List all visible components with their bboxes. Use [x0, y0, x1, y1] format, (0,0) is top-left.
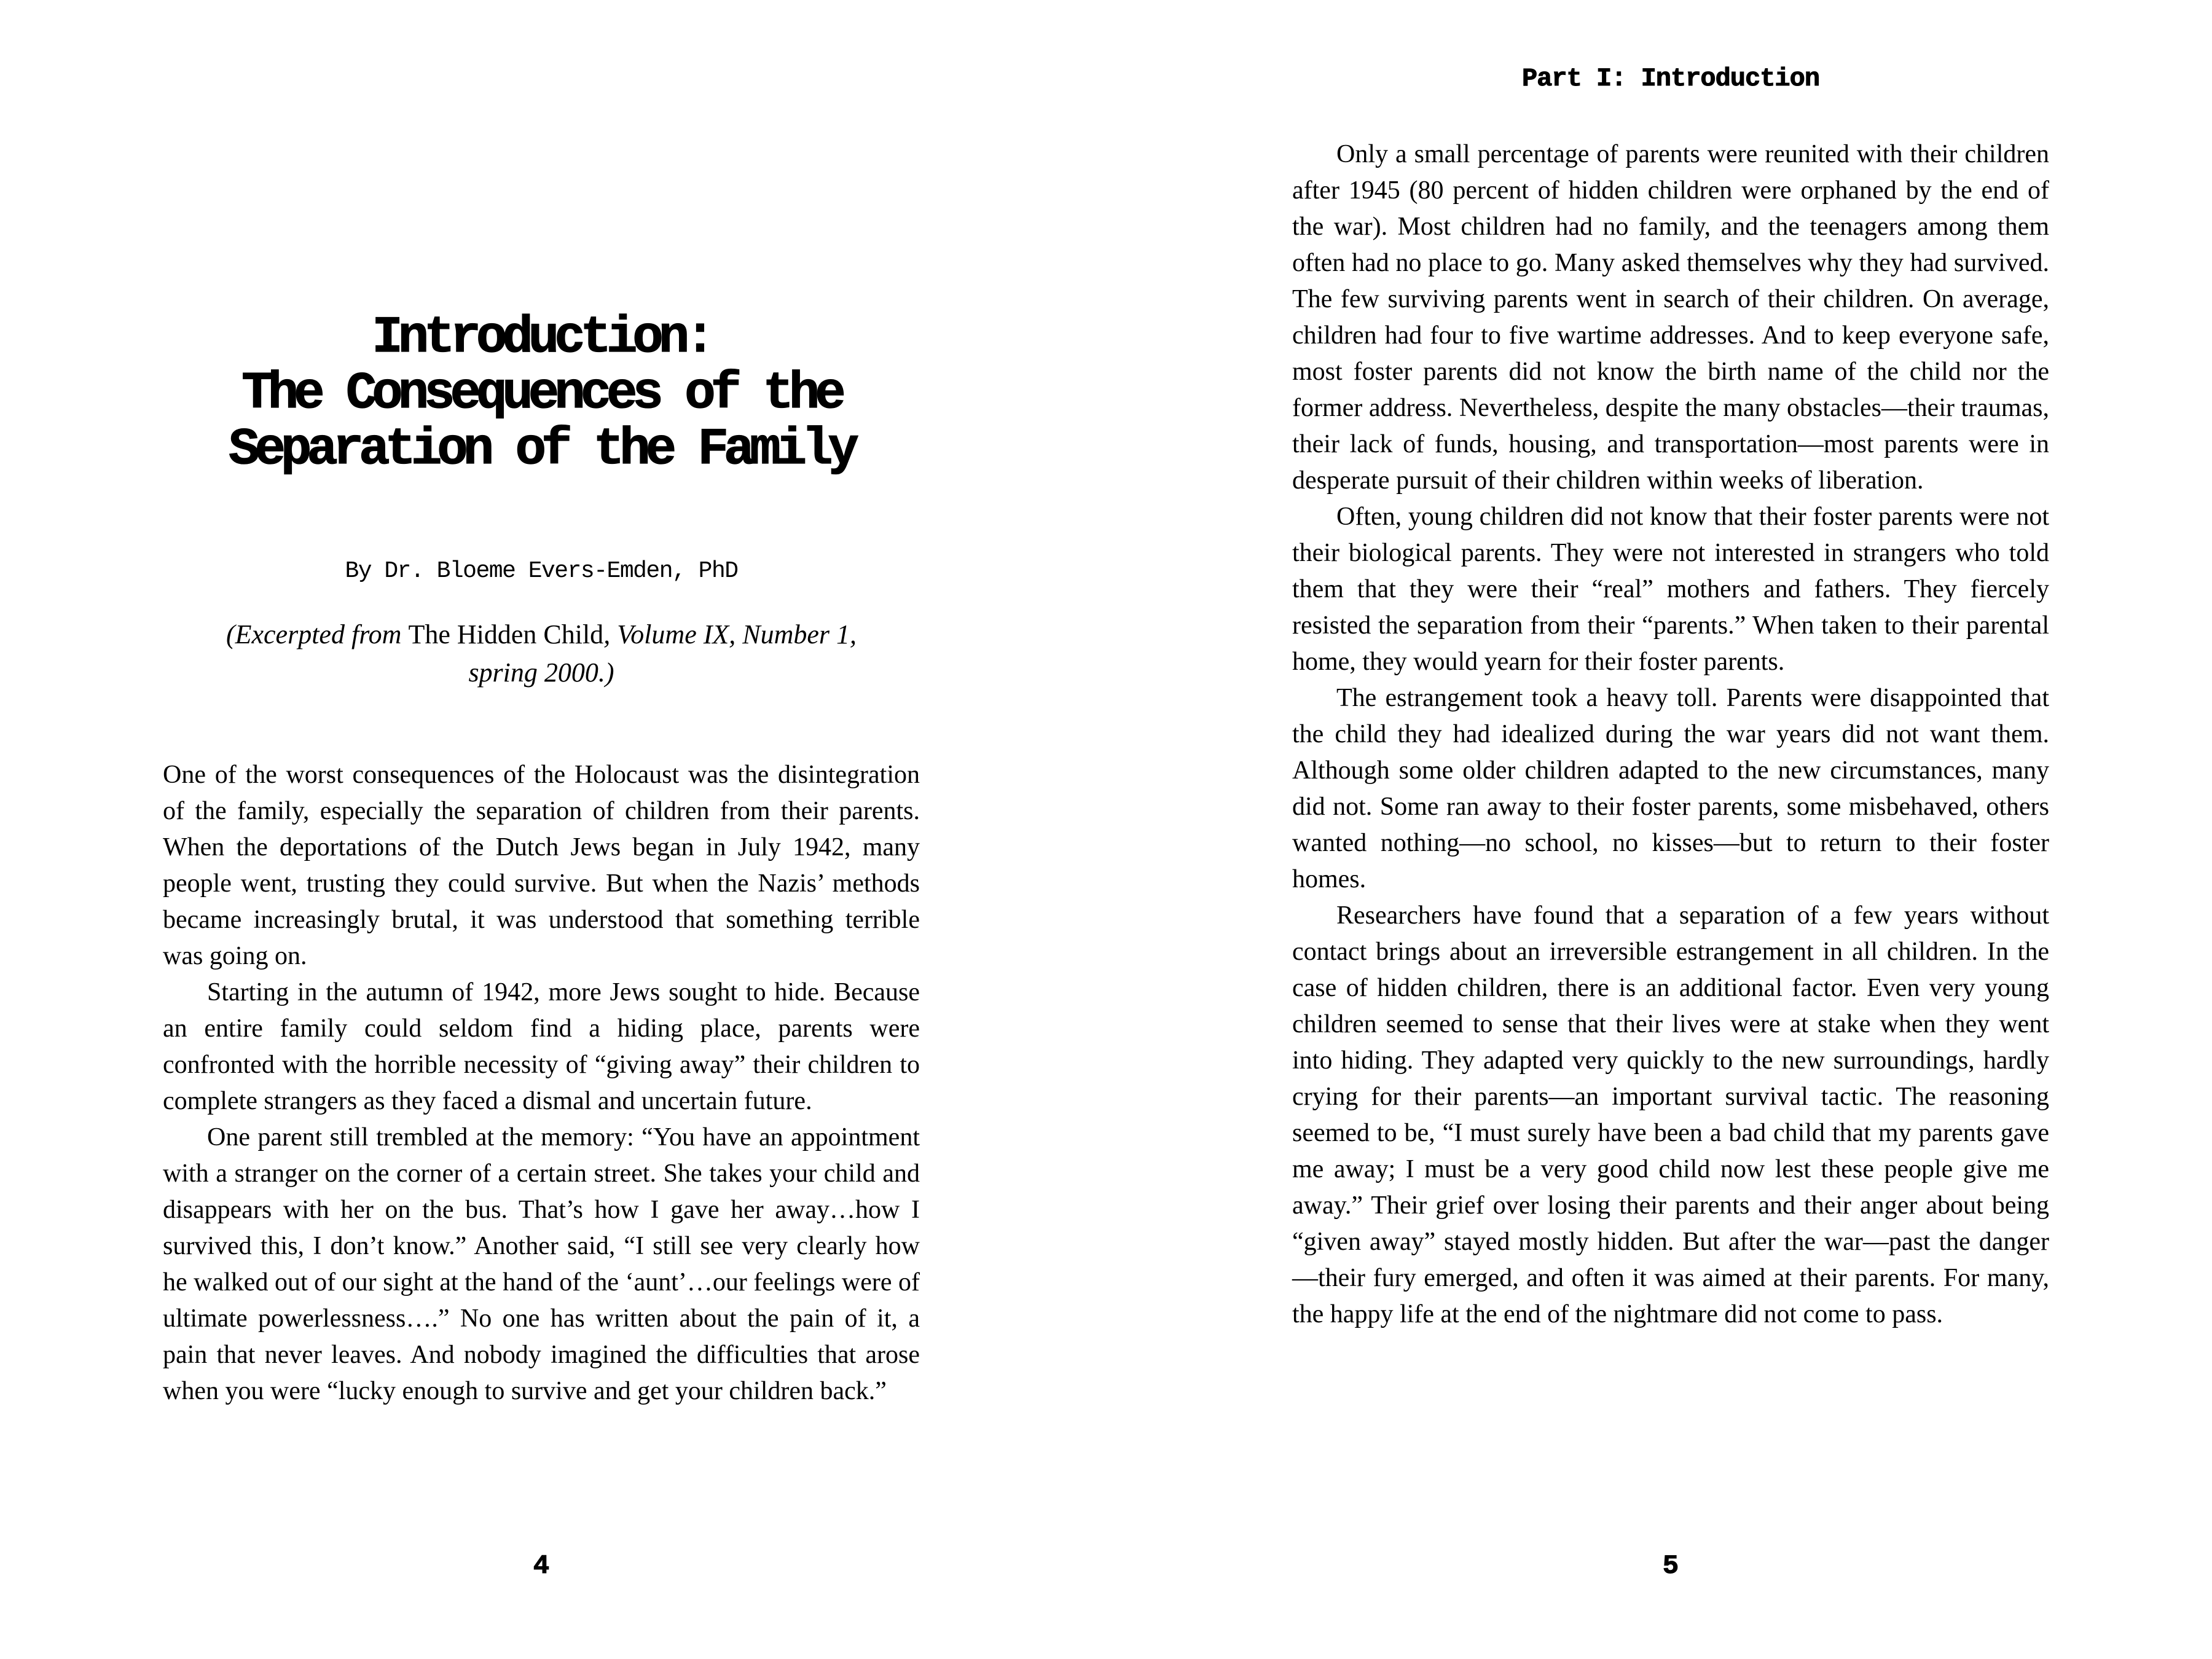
- chapter-title-line-1: Introduction:: [372, 309, 711, 367]
- right-page-body: [1292, 136, 2049, 1333]
- paragraph: One of the worst consequences of the Holocaust was the disintegration of the family, especially the separation of children from their parents. When the deportations of the Dutch Jews began in July 1942, many people went, trusting they could survive. But when the Nazis’ methods became increasingly brutal, it was understood that something terrible was going on.: [163, 761, 920, 970]
- source-note: [203, 616, 879, 692]
- chapter-byline: By Dr. Bloeme Evers-Emden, PhD: [345, 558, 738, 584]
- paragraph: Researchers have found that a separation of a few years without contact brings about an irreversible estrangement in all children. In the case of hidden children, there is an additional factor. Even very young children seemed to sense that their lives were at stake when they went into hiding. They adapted very quickly to the new surroundings, hardly crying for their parents—an important survival tactic. The reasoning seemed to be, “I must surely have been a bad child that my parents gave me away; I must be a very good child now lest these people give me away.” Their grief over losing their parents and their anger about being “given away” stayed mostly hidden. But after the war—past the danger—their fury emerged, and often it was aimed at their parents. For many, the happy life at the end of the nightmare did not come to pass.: [1292, 901, 2049, 1328]
- source-note-prefix: (Excerpted from: [226, 619, 409, 649]
- source-note-work-title: The Hidden Child: [408, 619, 604, 649]
- paragraph: Only a small percentage of parents were reunited with their children after 1945 (80 percent of hidden children were orphaned by the end of the war). Most children had no family, and the teenagers among them often had no place to go. Many asked themselves why they had survived. The few surviving parents went in search of their children. On average, children had four to five wartime addresses. And to keep everyone safe, most foster parents did not know the birth name of the child nor the former address. Nevertheless, despite the many obstacles—their traumas, their lack of funds, housing, and transportation—most parents were in desperate pursuit of their children within weeks of liberation.: [1292, 140, 2049, 495]
- chapter-title-line-2: The Consequences of the: [241, 365, 841, 423]
- paragraph: The estrangement took a heavy toll. Parents were disappointed that the child they had idealized during the war years did not want them. Although some older children adapted to the new circumstances, many did not. Some ran away to their foster parents, some misbehaved, others wanted nothing—no school, no kisses—but to return to their foster homes.: [1292, 684, 2049, 893]
- page-number-right: 5: [1662, 1551, 1679, 1582]
- paragraph: Often, young children did not know that their foster parents were not their biological parents. They were not interested in strangers who told them that they were their “real” mothers and fathers. They fiercely resisted the separation from their “parents.” When taken to their parental home, they would yearn for their foster parents.: [1292, 503, 2049, 676]
- chapter-title: [163, 310, 920, 478]
- chapter-title-line-3: Separation of the Family: [229, 421, 854, 479]
- left-page-body: [163, 757, 920, 1410]
- paragraph: One parent still trembled at the memory: “You have an appointment with a stranger on the corner of a certain street. She takes your child and disappears with her on the bus. That’s how I gave her away…how I survived this, I don’t know.” Another said, “I still see very clearly how he walked out of our sight at the hand of the ‘aunt’…our feelings were of ultimate powerlessness….” No one has written about the pain of it, a pain that never leaves. And nobody imagined the difficulties that arose when you were “lucky enough to survive and get your children back.”: [163, 1123, 920, 1405]
- source-note-suffix: , Volume IX, Number 1, spring 2000.): [468, 619, 857, 688]
- paragraph: Starting in the autumn of 1942, more Jews sought to hide. Because an entire family could seldom find a hiding place, parents were confronted with the horrible necessity of “giving away” their children to complete strangers as they faced a dismal and uncertain future.: [163, 978, 920, 1115]
- page-number-left: 4: [533, 1551, 550, 1582]
- running-header: Part I: Introduction: [1521, 64, 1820, 93]
